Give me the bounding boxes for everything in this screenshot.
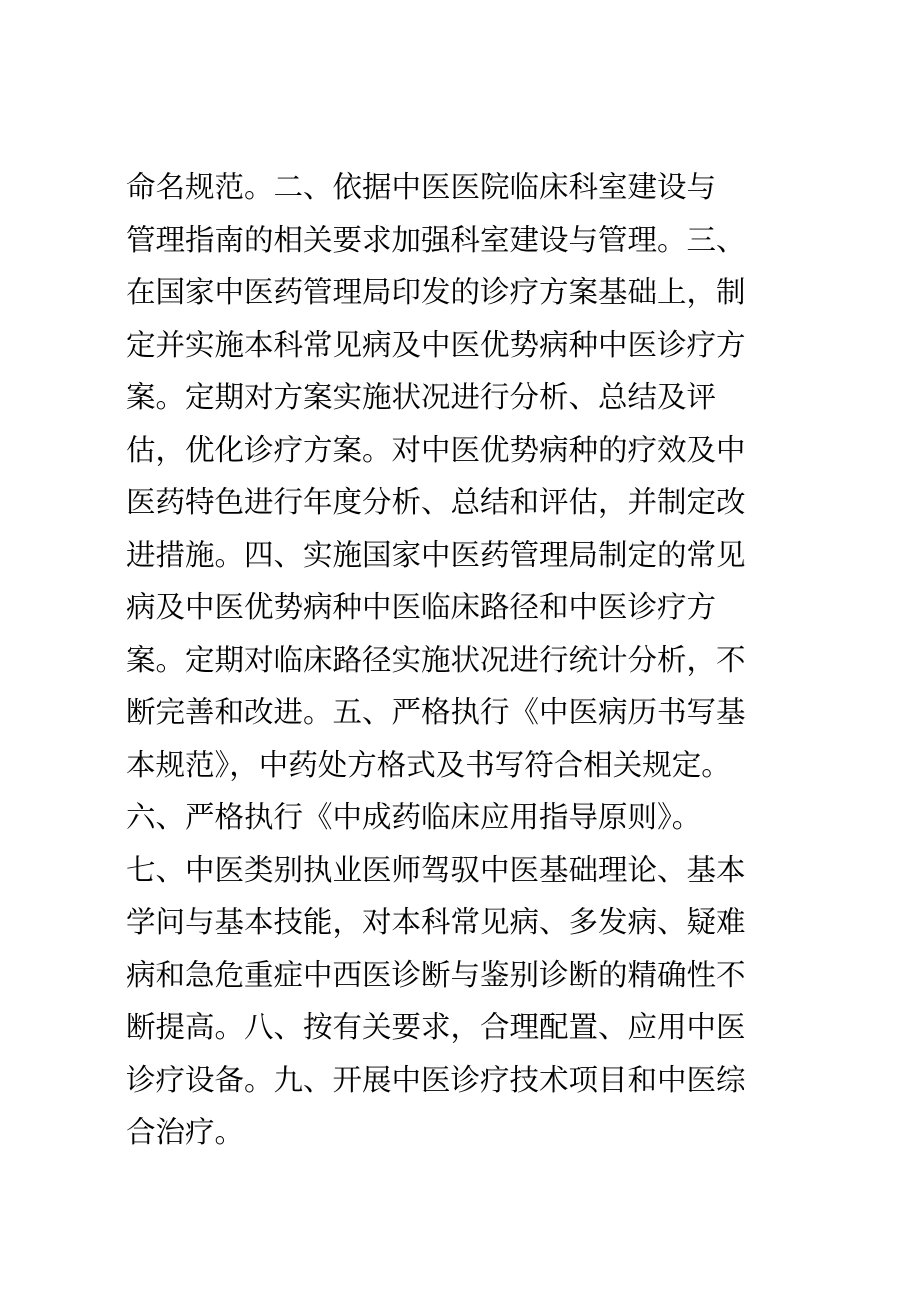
text-line: 七、中医类别执业医师驾驭中医基础理论、基本	[126, 852, 746, 887]
text-line: 命名规范。二、依据中医医院临床科室建设与	[126, 170, 717, 204]
text-line: 诊疗设备。九、开展中医诊疗技术项目和中医综	[126, 1062, 746, 1097]
text-line: 进措施。四、实施国家中医药管理局制定的常见	[126, 537, 746, 572]
text-line: 病及中医优势病种中医临床路径和中医诊疗方	[126, 590, 717, 624]
text-line: 估，优化诊疗方案。对中医优势病种的疗效及中	[126, 432, 746, 467]
text-line: 案。定期对方案实施状况进行分析、总结及评	[126, 380, 717, 414]
text-line: 学问与基本技能，对本科常见病、多发病、疑难	[126, 905, 746, 939]
text-line: 在国家中医药管理局印发的诊疗方案基础上，制	[126, 275, 746, 309]
text-line: 案。定期对临床路径实施状况进行统计分析，不	[126, 642, 746, 677]
text-line: 合治疗。	[126, 1115, 245, 1149]
text-line: 医药特色进行年度分析、总结和评估，并制定改	[126, 485, 746, 519]
body-text	[126, 161, 786, 1159]
text-line: 病和急危重症中西医诊断与鉴别诊断的精确性不	[126, 957, 746, 992]
text-line: 断提高。八、按有关要求，合理配置、应用中医	[126, 1010, 746, 1044]
text-line: 六、严格执行《中成药临床应用指导原则》。	[126, 800, 702, 834]
text-line: 管理指南的相关要求加强科室建设与管理。三、	[126, 222, 746, 257]
text-line: 断完善和改进。五、严格执行《中医病历书写基	[126, 695, 746, 729]
text-line: 本规范》，中药处方格式及书写符合相关规定。	[126, 747, 731, 782]
text-line: 定并实施本科常见病及中医优势病种中医诊疗方	[126, 327, 746, 362]
